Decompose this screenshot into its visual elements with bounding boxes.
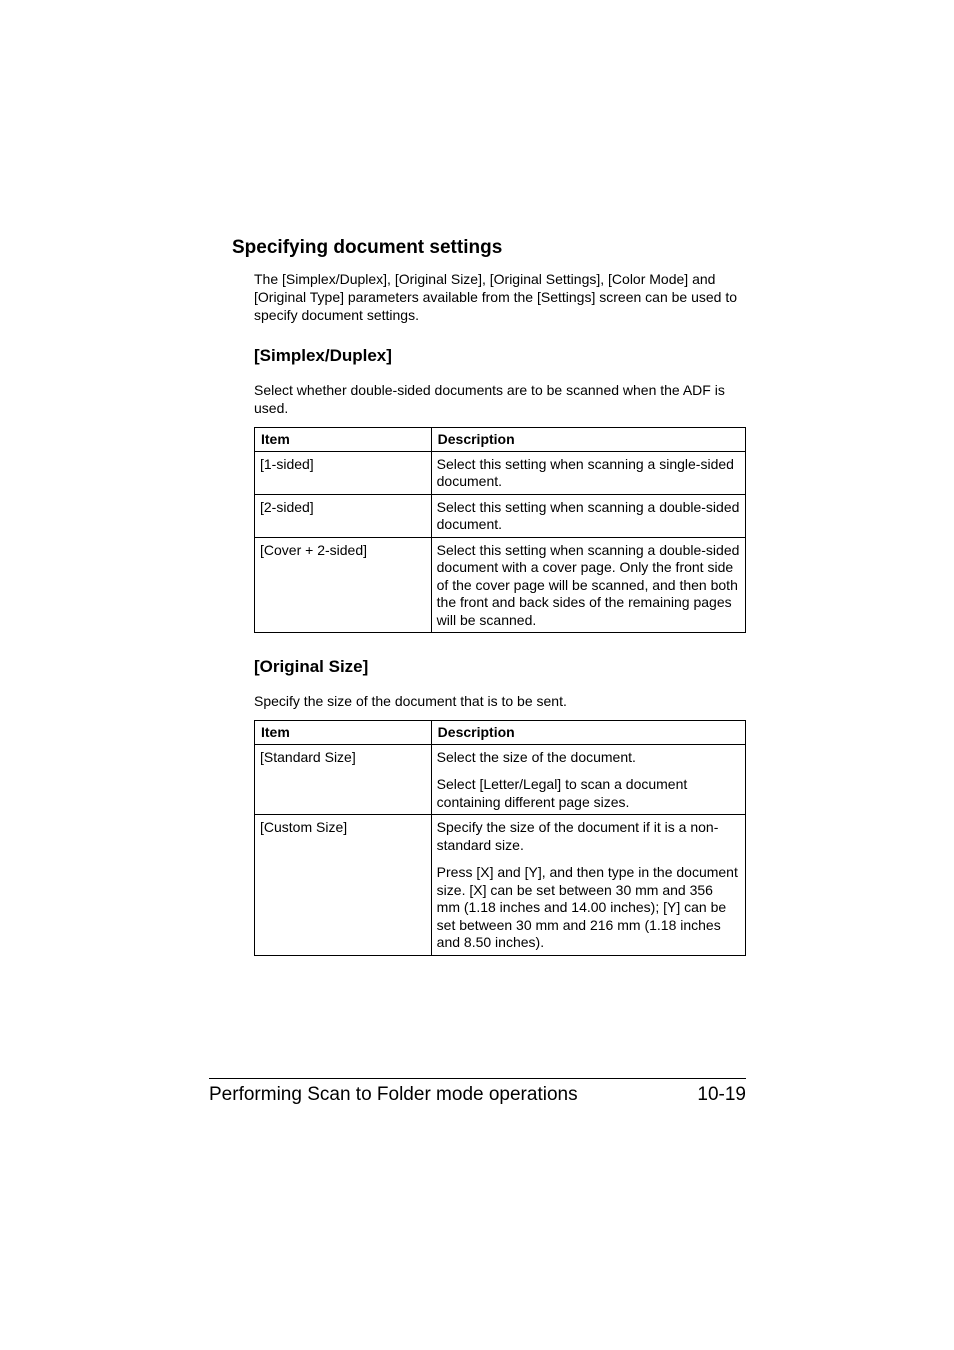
header-description: Description [431, 721, 745, 745]
item-cell: [Custom Size] [255, 815, 432, 956]
description-cell [431, 451, 745, 494]
item-cell: [Standard Size] [255, 744, 432, 815]
description-cell [431, 815, 745, 956]
footer-page-number: 10-19 [697, 1084, 746, 1105]
description-text: Select this setting when scanning a single-sided document. [436, 455, 734, 489]
description-text: Specify the size of the document if it is a non-standard size. [436, 819, 719, 853]
footer-divider [209, 1078, 746, 1079]
table-row [255, 815, 746, 956]
section-heading-original-size: [Original Size] [254, 657, 369, 676]
original-size-table [254, 720, 746, 956]
section-text-original-size: Specify the size of the document that is to be sent. [254, 693, 567, 709]
page-title: Specifying document settings [232, 237, 503, 258]
table-header-row [255, 721, 746, 745]
description-text: Select [Letter/Legal] to scan a document containing different page sizes. [436, 776, 688, 810]
table-header-row [255, 428, 746, 452]
table-row [255, 451, 746, 494]
header-item: Item [255, 428, 432, 452]
description-text: Select this setting when scanning a double-sided document with a cover page. Only the front side of the cover page will be scanned, and then both the front and back sides of the remaining pages will be scanned. [436, 541, 740, 628]
description-cell [431, 537, 745, 633]
description-text: Select the size of the document. [436, 748, 636, 765]
description-cell [431, 494, 745, 537]
simplex-duplex-table [254, 427, 746, 633]
item-cell: [1-sided] [255, 451, 432, 494]
description-text: Press [X] and [Y], and then type in the document size. [X] can be set between 30 mm and 356 mm (1.18 inches and 14.00 inches); [Y] can be set between 30 mm and 216 mm (1.18 inches and 8.50 inches). [436, 864, 738, 950]
table-row [255, 537, 746, 633]
description-cell [431, 744, 745, 815]
item-cell: [2-sided] [255, 494, 432, 537]
section-heading-simplex-duplex: [Simplex/Duplex] [254, 346, 392, 365]
table-row [255, 494, 746, 537]
section-text-simplex-duplex: Select whether double-sided documents are to be scanned when the ADF is used. [254, 382, 725, 416]
description-text: Select this setting when scanning a double-sided document. [436, 498, 740, 532]
intro-paragraph: The [Simplex/Duplex], [Original Size], [Original Settings], [Color Mode] and [Original Type] parameters available from the [Settings] screen can be used to specify document settings. [254, 271, 737, 323]
table-row [255, 744, 746, 815]
item-cell: [Cover + 2-sided] [255, 537, 432, 633]
header-description: Description [431, 428, 745, 452]
header-item: Item [255, 721, 432, 745]
footer-chapter-title: Performing Scan to Folder mode operations [209, 1084, 578, 1105]
